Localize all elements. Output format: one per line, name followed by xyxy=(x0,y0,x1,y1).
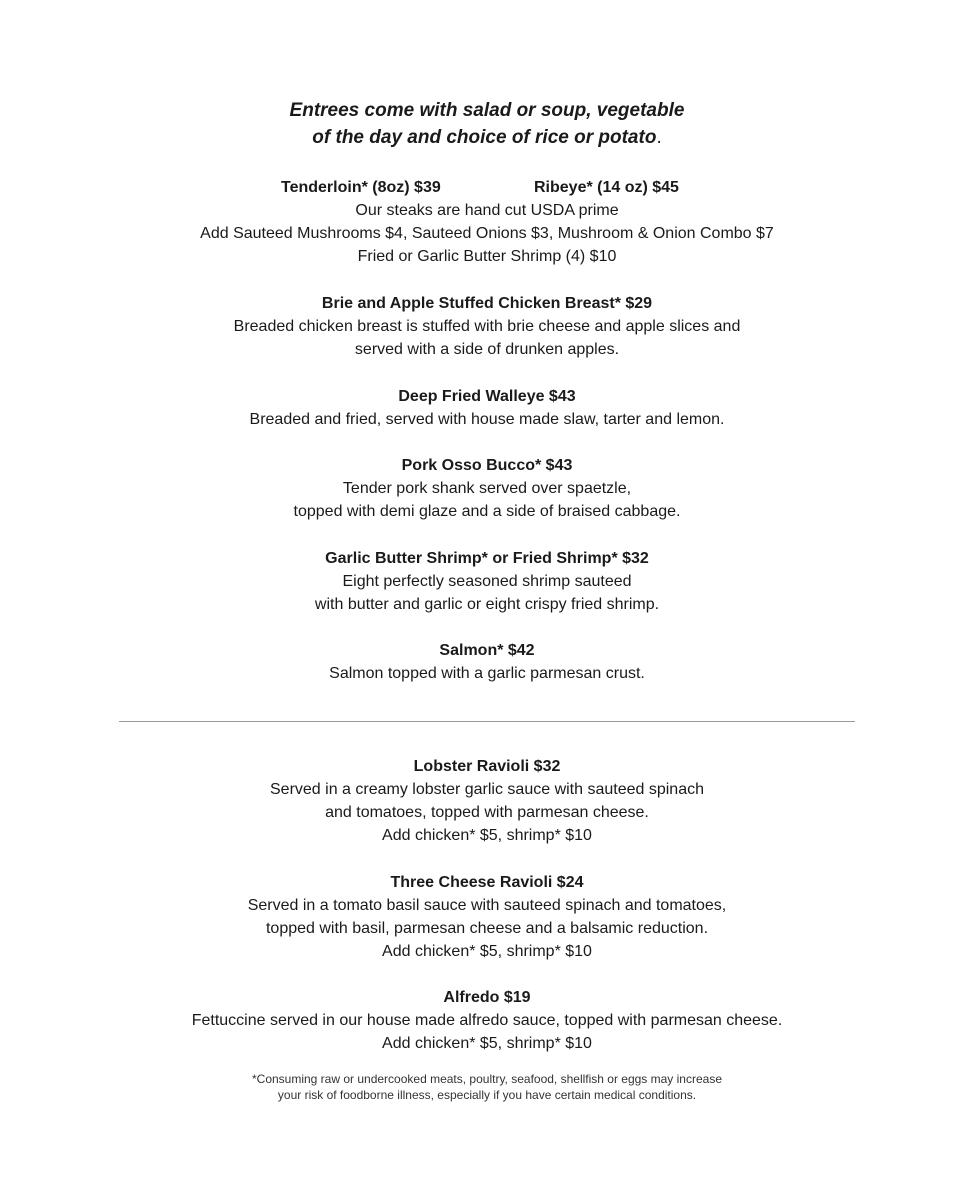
item-desc: Breaded chicken breast is stuffed with brie cheese and apple slices and xyxy=(233,318,741,335)
item-addon: Add chicken* $5, shrimp* $10 xyxy=(382,943,592,960)
intro-line-2-period: . xyxy=(656,127,662,148)
item-desc: Breaded and fried, served with house made slaw, tarter and lemon. xyxy=(249,411,725,428)
item-desc: Salmon topped with a garlic parmesan crust. xyxy=(329,665,645,682)
steaks-desc-1: Our steaks are hand cut USDA prime xyxy=(355,202,619,219)
item-title: Lobster Ravioli $32 xyxy=(413,758,561,775)
menu-item-lobster-ravioli xyxy=(0,755,974,847)
steaks-desc-2: Add Sauteed Mushrooms $4, Sauteed Onions $3, Mushroom & Onion Combo $7 xyxy=(200,225,774,242)
item-desc: Eight perfectly seasoned shrimp sauteed xyxy=(342,573,632,590)
item-addon: Add chicken* $5, shrimp* $10 xyxy=(382,1035,592,1052)
disclaimer-line-2: your risk of foodborne illness, especially if you have certain medical conditions. xyxy=(277,1088,697,1102)
menu-item-brie-chicken xyxy=(0,292,974,361)
disclaimer-line-1: *Consuming raw or undercooked meats, poultry, seafood, shellfish or eggs may increase xyxy=(251,1072,722,1086)
item-desc: served with a side of drunken apples. xyxy=(354,341,620,358)
item-desc: Served in a creamy lobster garlic sauce with sauteed spinach xyxy=(270,781,704,798)
item-desc: topped with demi glaze and a side of braised cabbage. xyxy=(293,503,681,520)
ribeye-title: Ribeye* (14 oz) $45 xyxy=(534,179,679,196)
menu-item-salmon xyxy=(0,639,974,685)
item-desc: with butter and garlic or eight crispy fried shrimp. xyxy=(314,596,660,613)
health-disclaimer xyxy=(0,1071,974,1103)
item-desc: topped with basil, parmesan cheese and a balsamic reduction. xyxy=(265,920,709,937)
section-divider xyxy=(119,721,855,722)
entree-intro xyxy=(0,97,974,151)
intro-line-1: Entrees come with salad or soup, vegetable xyxy=(289,100,685,121)
item-desc: Tender pork shank served over spaetzle, xyxy=(342,480,632,497)
intro-line-2-text: of the day and choice of rice or potato xyxy=(312,127,657,148)
steaks-title-row xyxy=(0,176,974,199)
item-title: Alfredo $19 xyxy=(443,989,531,1006)
menu-item-shrimp xyxy=(0,547,974,616)
intro-line-2 xyxy=(0,124,974,151)
menu-item-osso-bucco xyxy=(0,454,974,523)
item-title: Three Cheese Ravioli $24 xyxy=(390,874,584,891)
item-desc: Fettuccine served in our house made alfredo sauce, topped with parmesan cheese. xyxy=(191,1012,783,1029)
item-title: Brie and Apple Stuffed Chicken Breast* $29 xyxy=(321,295,653,312)
item-title: Salmon* $42 xyxy=(439,642,535,659)
menu-item-three-cheese-ravioli xyxy=(0,871,974,963)
menu-item-walleye xyxy=(0,385,974,431)
item-title: Deep Fried Walleye $43 xyxy=(398,388,576,405)
steaks-desc-3: Fried or Garlic Butter Shrimp (4) $10 xyxy=(357,248,617,265)
item-title: Garlic Butter Shrimp* or Fried Shrimp* $32 xyxy=(325,550,649,567)
tenderloin-title: Tenderloin* (8oz) $39 xyxy=(281,179,441,196)
steaks-section xyxy=(0,176,974,268)
item-addon: Add chicken* $5, shrimp* $10 xyxy=(382,827,592,844)
item-desc: and tomatoes, topped with parmesan cheese. xyxy=(325,804,649,821)
menu-item-alfredo xyxy=(0,986,974,1055)
item-desc: Served in a tomato basil sauce with sauteed spinach and tomatoes, xyxy=(247,897,727,914)
item-title: Pork Osso Bucco* $43 xyxy=(401,457,573,474)
